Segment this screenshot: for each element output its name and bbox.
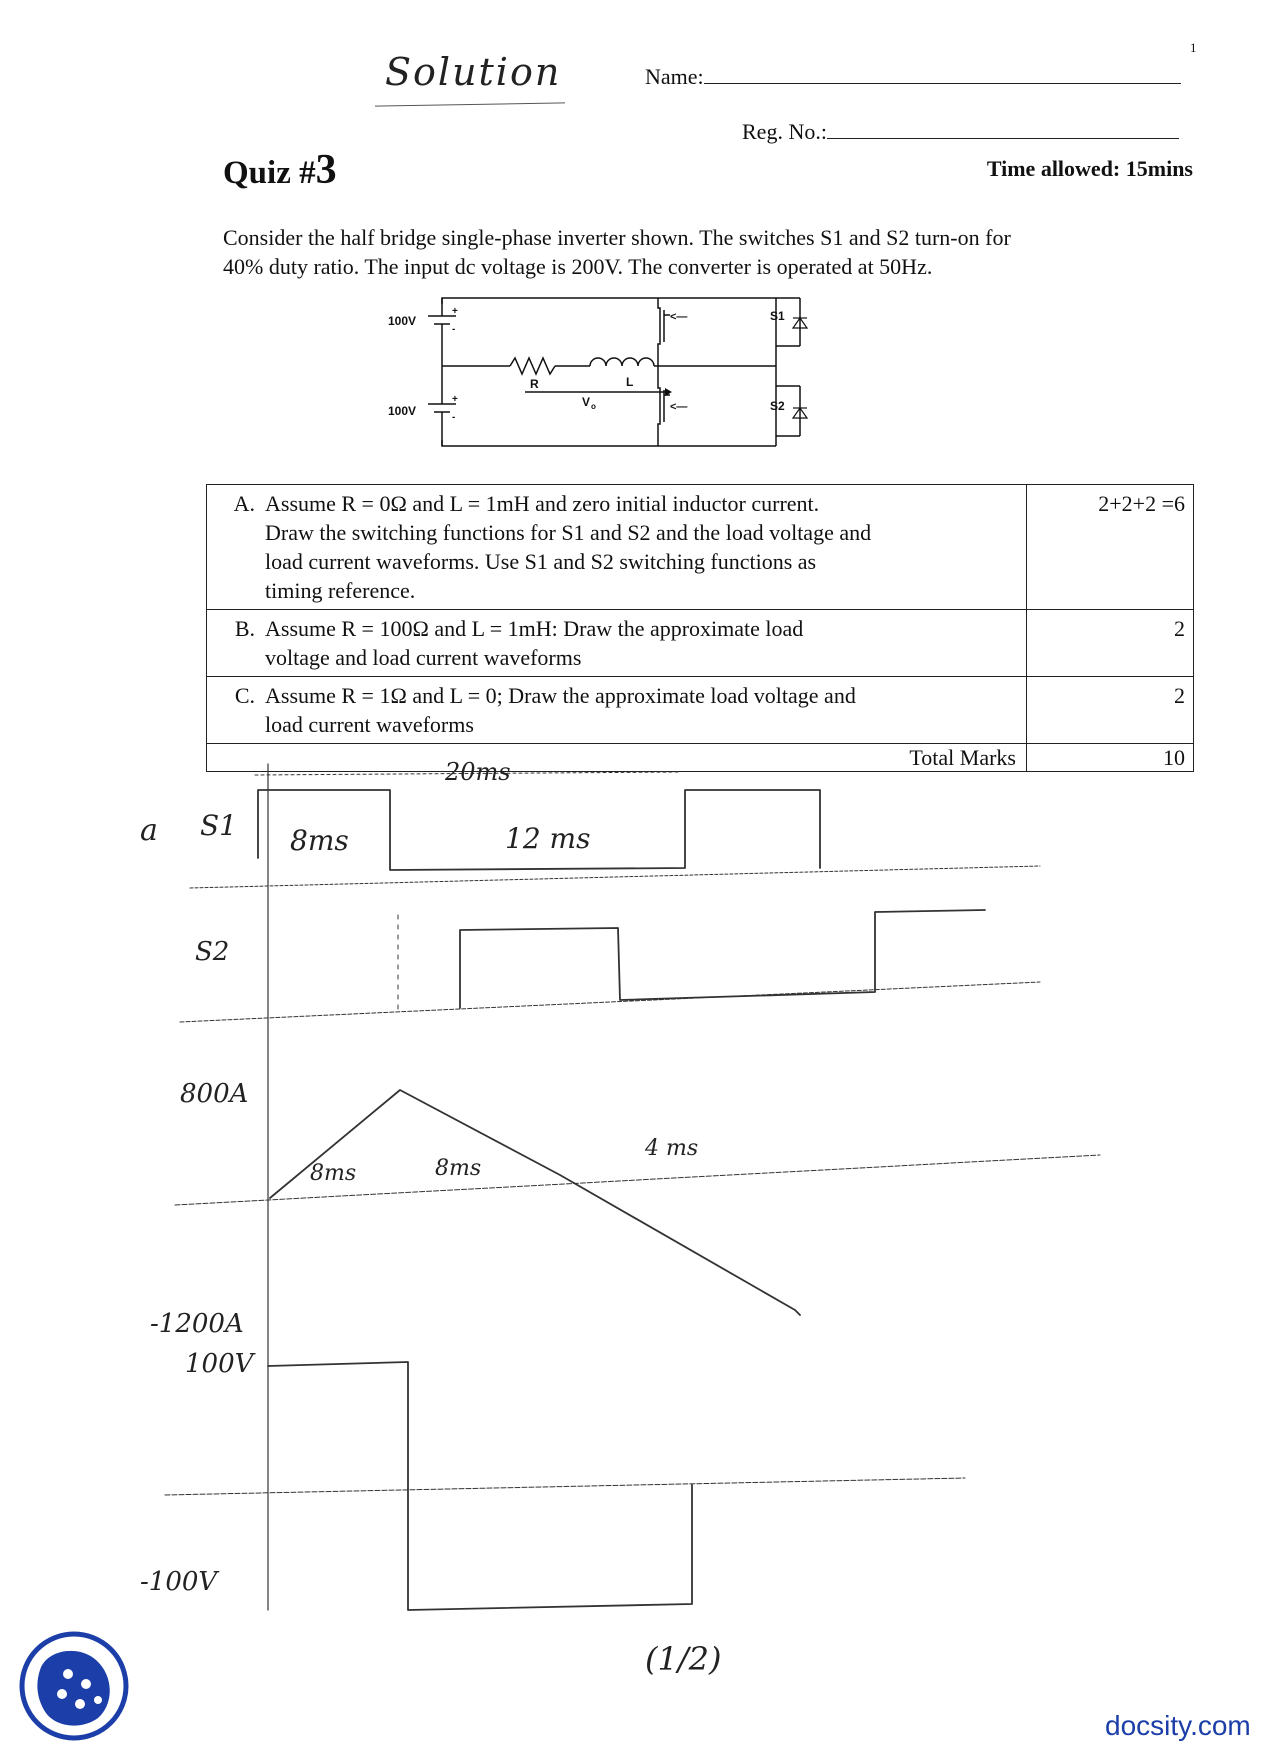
intro-line-1: Consider the half bridge single-phase inverter shown. The switches S1 and S2 turn-on for bbox=[223, 225, 1011, 250]
hw-period-label: 20ms bbox=[445, 758, 511, 786]
plus-bottom: + bbox=[452, 394, 458, 405]
hw-peak-current: 800A bbox=[180, 1079, 249, 1109]
wire-left-rail bbox=[442, 298, 776, 304]
inductor-label: L bbox=[626, 375, 634, 389]
hw-ramp-up-label: 8ms bbox=[310, 1161, 357, 1186]
name-field[interactable] bbox=[645, 64, 1181, 90]
question-c-text bbox=[265, 681, 985, 739]
question-a-marks: 2+2+2 =6 bbox=[1027, 485, 1194, 610]
reg-label: Reg. No.: bbox=[742, 119, 827, 144]
question-a bbox=[207, 485, 1027, 610]
question-row-b bbox=[207, 610, 1194, 677]
hw-v-pos: 100V bbox=[185, 1349, 254, 1379]
voltage-axis bbox=[165, 1478, 965, 1495]
load-voltage-waveform bbox=[268, 1362, 692, 1610]
hw-v-neg: -100V bbox=[140, 1567, 218, 1597]
vo-label: V bbox=[582, 395, 591, 409]
switch-s2 bbox=[658, 366, 660, 446]
s2-waveform bbox=[460, 910, 985, 1008]
hw-part-label: a bbox=[140, 813, 158, 848]
intro-line-2: 40% duty ratio. The input dc voltage is 200V. The converter is operated at 50Hz. bbox=[223, 254, 933, 279]
question-a-line-2: Draw the switching functions for S1 and S2 and the load voltage and bbox=[265, 520, 872, 545]
total-label: Total Marks bbox=[207, 744, 1027, 772]
total-value: 10 bbox=[1027, 744, 1194, 772]
name-line bbox=[704, 83, 1181, 84]
question-row-c bbox=[207, 677, 1194, 744]
reg-field[interactable] bbox=[742, 119, 1179, 145]
question-c bbox=[207, 677, 1027, 744]
question-c-letter: C. bbox=[234, 683, 255, 708]
quiz-label: Quiz # bbox=[223, 155, 316, 191]
wire-left-rail-bottom bbox=[442, 440, 776, 446]
vo-sub-label: o bbox=[591, 402, 596, 411]
s2-label: S2 bbox=[770, 399, 785, 413]
load-current-waveform bbox=[270, 1090, 800, 1315]
question-b-line-1: Assume R = 100Ω and L = 1mH: Draw the approximate load bbox=[265, 616, 804, 641]
plus-top: + bbox=[452, 306, 458, 317]
hw-on-time-label: 8ms bbox=[290, 824, 349, 857]
question-b-marks: 2 bbox=[1027, 610, 1194, 677]
hw-zero-cross-label: 4 ms bbox=[645, 1136, 699, 1161]
question-row-a bbox=[207, 485, 1194, 610]
question-b-letter: B. bbox=[234, 616, 255, 641]
resistor-label: R bbox=[530, 377, 539, 391]
minus-top: - bbox=[452, 324, 456, 335]
question-a-line-3: load current waveforms. Use S1 and S2 switching functions as bbox=[265, 549, 817, 574]
hw-min-current: -1200A bbox=[150, 1309, 244, 1339]
resistor bbox=[510, 358, 555, 374]
handwritten-title: Solution bbox=[385, 50, 562, 94]
question-c-line-2: load current waveforms bbox=[265, 712, 474, 737]
inductor bbox=[590, 358, 654, 366]
docsity-brand[interactable]: docsity.com bbox=[1105, 1710, 1251, 1741]
minus-bottom: - bbox=[452, 412, 456, 423]
s1-label: S1 bbox=[770, 309, 785, 323]
half-bridge-circuit bbox=[370, 290, 840, 460]
source-bottom-label: 100V bbox=[388, 404, 417, 418]
question-b bbox=[207, 610, 1027, 677]
quiz-number: 3 bbox=[315, 147, 337, 193]
s2-arrow-mark: <— bbox=[670, 401, 688, 413]
question-a-letter: A. bbox=[233, 491, 255, 516]
title-underline bbox=[375, 102, 565, 106]
s2-baseline bbox=[180, 982, 1040, 1022]
hw-s2-label: S2 bbox=[195, 937, 230, 967]
hw-s1-label: S1 bbox=[200, 809, 237, 842]
hw-off-time-label: 12 ms bbox=[505, 822, 591, 855]
docsity-logo-icon bbox=[18, 1630, 130, 1742]
reg-line bbox=[827, 138, 1179, 139]
s1-arrow-mark: <— bbox=[670, 311, 688, 323]
question-a-line-1: Assume R = 0Ω and L = 1mH and zero initial inductor current. bbox=[265, 491, 820, 516]
hw-ramp-down-label: 8ms bbox=[435, 1156, 482, 1181]
question-b-line-2: voltage and load current waveforms bbox=[265, 645, 582, 670]
page-mark: 1 bbox=[1190, 40, 1197, 55]
quiz-title bbox=[223, 146, 337, 194]
marks-table bbox=[206, 484, 1194, 772]
question-a-line-4: timing reference. bbox=[265, 578, 416, 603]
time-allowed: Time allowed: 15mins bbox=[986, 156, 1193, 181]
question-c-marks: 2 bbox=[1027, 677, 1194, 744]
handwritten-waveforms bbox=[0, 750, 1280, 1710]
name-label: Name: bbox=[645, 64, 704, 89]
question-c-line-1: Assume R = 1Ω and L = 0; Draw the approximate load voltage and bbox=[265, 683, 856, 708]
source-top-label: 100V bbox=[388, 314, 417, 328]
question-b-text bbox=[265, 614, 985, 672]
question-a-text bbox=[265, 489, 985, 605]
hw-page-fraction: (1/2) bbox=[645, 1640, 722, 1678]
switch-s1 bbox=[658, 298, 660, 366]
